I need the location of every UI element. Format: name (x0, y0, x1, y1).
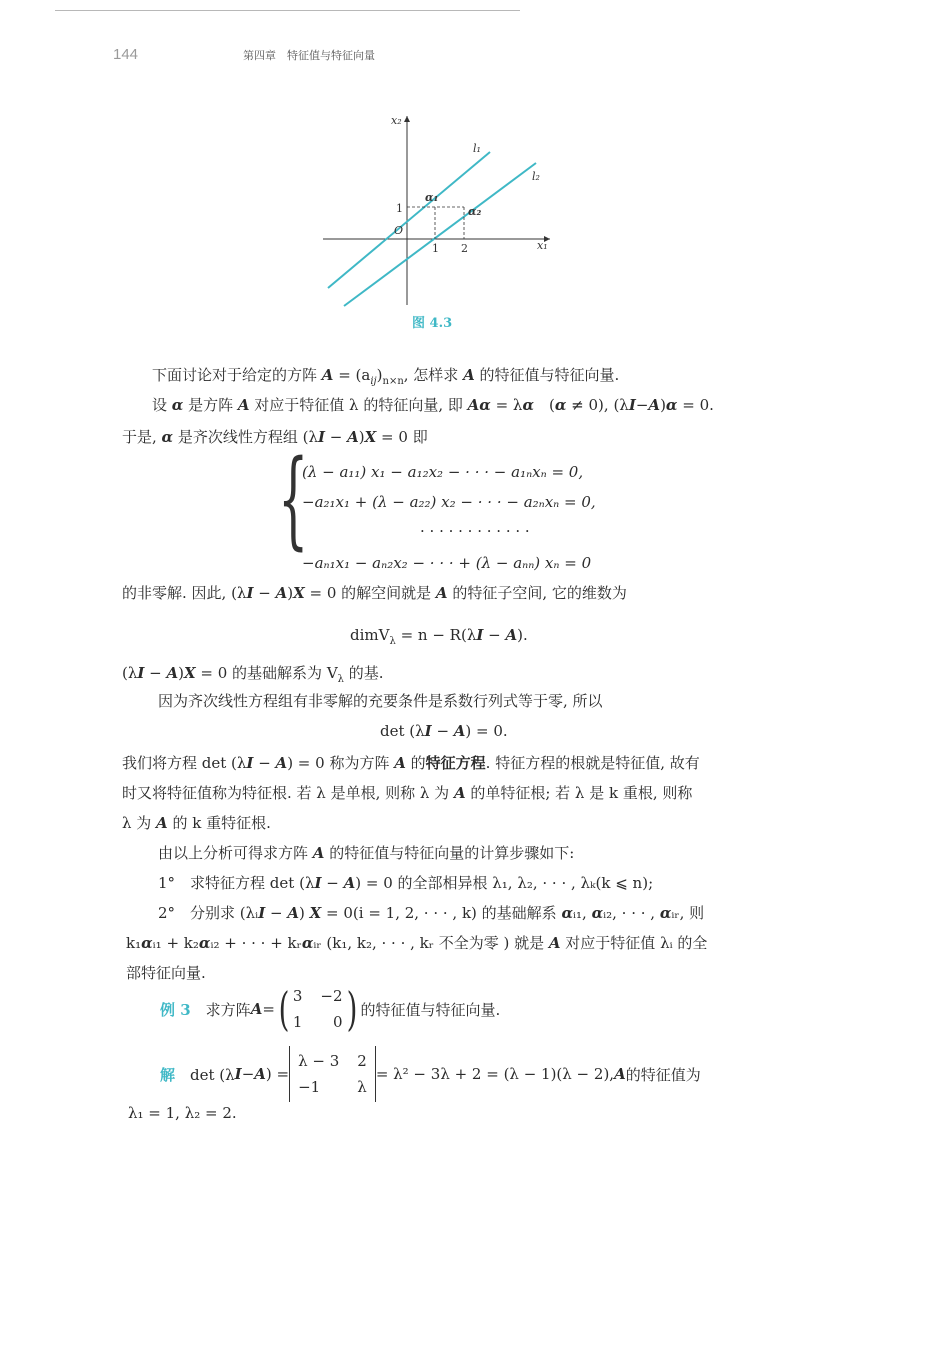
alpha1-label: α₁ (425, 191, 439, 204)
det-cell: 2 (357, 1052, 367, 1070)
paragraph-4: 的非零解. 因此, (λI − A)X = 0 的解空间就是 A 的特征子空间, 它的维数为 (122, 584, 627, 602)
dimension-formula: dimV$_\lambda$ = n − R(λI − A). (350, 626, 528, 647)
axis-label-x2: x₂ (391, 114, 402, 127)
page-number: 144 (113, 46, 139, 63)
step-1: 1° 求特征方程 det (λI − A) = 0 的全部相异根 λ₁, λ₂, · · · , λₖ(k ⩽ n); (158, 874, 654, 892)
alpha2-label: α₂ (468, 205, 482, 218)
matrix-cell: 3 (292, 987, 303, 1005)
det-cell: −1 (298, 1078, 321, 1096)
solution-label: 解 (160, 1065, 176, 1084)
equation-row-n: −aₙ₁x₁ − aₙ₂x₂ − · · · + (λ − aₙₙ) xₙ = 0 (302, 554, 592, 572)
line-l2 (344, 163, 536, 306)
matrix-A (293, 983, 343, 1035)
paragraph-9: λ 为 A 的 k 重特征根. (122, 814, 271, 832)
paragraph-6: 因为齐次线性方程组有非零解的充要条件是系数行列式等于零, 所以 (158, 692, 603, 710)
paragraph-8: 时又将特征值称为特征根. 若 λ 是单根, 则称 λ 为 A 的单特征根; 若 λ 是 k 重根, 则称 (122, 784, 693, 802)
matrix-cell: −2 (320, 987, 343, 1005)
matrix-cell: 1 (292, 1013, 303, 1031)
equation-brace: { (278, 437, 309, 560)
line-l1 (328, 152, 490, 288)
axis-label-x1: x₁ (537, 239, 548, 252)
equation-row-2: −a₂₁x₁ + (λ − a₂₂) x₂ − · · · − a₂ₙxₙ = 0, (302, 493, 596, 511)
matrix-cell: 0 (332, 1013, 343, 1031)
solution: 解 det (λ I − A ) = λ − 3 2 −1 λ = λ² − 3λ + 2 = (λ − 1)(λ − 2), A 的特征值为 (160, 1046, 701, 1102)
line-l1-label: l₁ (473, 142, 481, 155)
top-rule (55, 10, 520, 11)
paragraph-7: 我们将方程 det (λI − A) = 0 称为方阵 A 的特征方程. 特征方程的根就是特征值, 故有 (122, 754, 700, 772)
step-2: 2° 分别求 (λᵢI − A) X = 0(i = 1, 2, · · · , k) 的基础解系 αᵢ₁, αᵢ₂, · · · , αᵢᵣ, 则 (158, 904, 705, 922)
line-l2-label: l₂ (532, 170, 540, 183)
det-cell: λ − 3 (298, 1052, 340, 1070)
paragraph-3: 于是, α 是齐次线性方程组 (λI − A)X = 0 即 (122, 428, 428, 446)
solution-result: λ₁ = 1, λ₂ = 2. (128, 1104, 237, 1122)
equation-row-dots: · · · · · · · · · · · · (420, 522, 530, 540)
paragraph-1: 下面讨论对于给定的方阵 $A = (a_{ij})_{n\times n}$, 怎样求 A 的特征值与特征向量. (152, 366, 620, 387)
paragraph-10: 由以上分析可得求方阵 A 的特征值与特征向量的计算步骤如下: (158, 844, 575, 862)
chapter-header: 第四章 特征值与特征向量 (243, 49, 375, 62)
paragraph-2: 设 α 是方阵 A 对应于特征值 λ 的特征向量, 即 Aα = λα (α ≠ 0), (λI−A)α = 0. (152, 396, 714, 414)
matrix-left-paren: ( (278, 982, 290, 1036)
figure-caption: 图 4.3 (412, 316, 453, 331)
step-2-cont: k₁αᵢ₁ + k₂αᵢ₂ + · · · + kᵣαᵢᵣ (k₁, k₂, · · · , kᵣ 不全为零 ) 就是 A 对应于特征值 λᵢ 的全 (126, 934, 708, 952)
det-cell: λ (357, 1078, 367, 1096)
tick-x1: 1 (432, 242, 439, 255)
tick-y1: 1 (396, 202, 403, 215)
determinant (289, 1046, 376, 1102)
matrix-right-paren: ) (346, 982, 357, 1036)
step-2-end: 部特征向量. (126, 964, 206, 982)
paragraph-5: (λI − A)X = 0 的基础解系为 $V_\lambda$ 的基. (122, 664, 384, 685)
tick-x2: 2 (461, 242, 468, 255)
figure-4-3 (318, 110, 568, 310)
origin-label: O (394, 224, 404, 237)
example-3: 例 3 求方阵 A = ( 3 −2 1 0 ) 的特征值与特征向量. (160, 982, 501, 1036)
term-characteristic-equation: 特征方程 (425, 754, 486, 772)
example-label: 例 3 (160, 1000, 191, 1019)
equation-row-1: (λ − a₁₁) x₁ − a₁₂x₂ − · · · − a₁ₙxₙ = 0, (302, 463, 584, 481)
det-equation: det (λI − A) = 0. (380, 722, 508, 740)
